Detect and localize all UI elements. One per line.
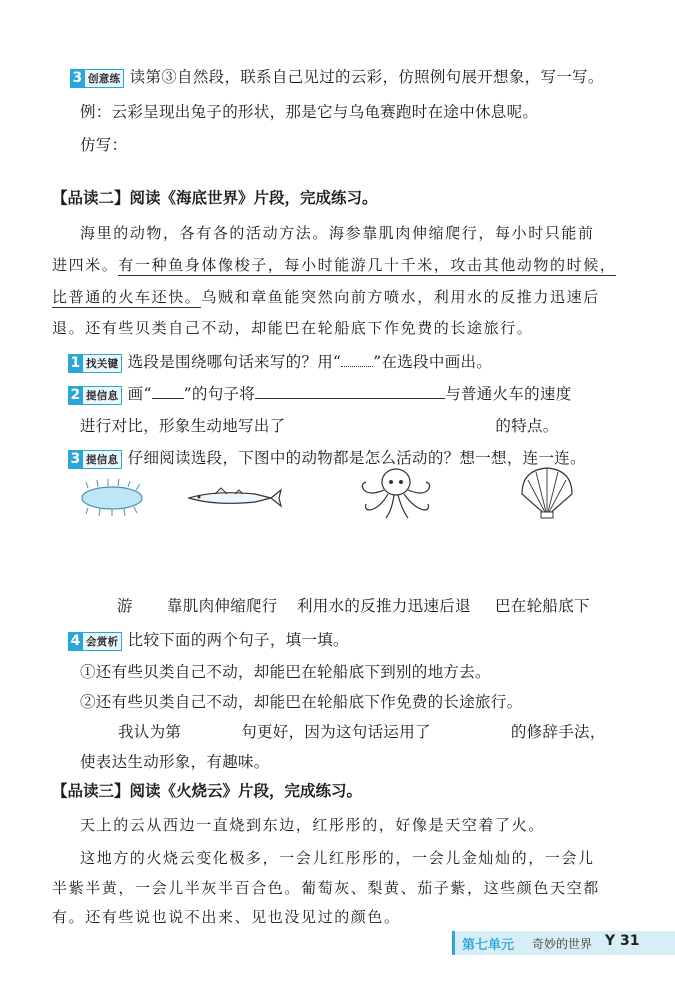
passage-line: 天上的云从西边一直烧到东边，红彤彤的，好像是天空着了火。	[80, 816, 545, 834]
passage-line: 进四米。有一种鱼身体像梭子，每小时能游几十千米，攻击其他动物的时候，	[52, 256, 617, 274]
footer-accent	[452, 931, 455, 955]
shell-icon	[516, 464, 578, 520]
passage-line: 有。还有些说也说不出来、见也没见过的颜色。	[52, 908, 401, 926]
question-3-top	[70, 65, 604, 88]
wavy-line-icon	[341, 366, 373, 367]
passage-line: 比普通的火车还快。乌贼和章鱼能突然向前方喷水，利用水的反推力迅速后	[52, 288, 600, 306]
octopus-icon	[358, 462, 434, 522]
question-badge: 1 找关键	[68, 354, 122, 373]
sentence-1: ①还有些贝类自己不动，却能巴在轮船底下到别的地方去。	[80, 663, 491, 681]
question-4: 4 会赏析 比较下面的两个句子，填一填。	[68, 628, 349, 651]
section-title-2: 【品读二】阅读《海底世界》片段，完成练习。	[52, 189, 378, 207]
option-jet: 利用水的反推力迅速后退	[297, 597, 471, 615]
imitate-label: 仿写：	[80, 136, 128, 154]
straight-line-icon	[152, 398, 184, 399]
answer-line: 我认为第 句更好，因为这句话运用了 的修辞手法，	[118, 723, 606, 741]
option-swim: 游	[117, 597, 133, 615]
answer-line-2: 使表达生动形象，有趣味。	[80, 753, 270, 771]
passage-line: 退。还有些贝类自己不动，却能巴在轮船底下作免费的长途旅行。	[52, 319, 534, 337]
question-3: 3 提信息 仔细阅读选段，下图中的动物都是怎么活动的？想一想，连一连。	[68, 446, 586, 469]
question-2: 2 提信息 画“ ”的句子将 与普通火车的速度	[68, 382, 572, 405]
option-crawl: 靠肌肉伸缩爬行	[167, 597, 278, 615]
section-title-3: 【品读三】阅读《火烧云》片段，完成练习。	[52, 782, 363, 800]
passage-line: 半紫半黄，一会儿半灰半百合色。葡萄灰、梨黄、茄子紫，这些颜色天空都	[52, 879, 600, 897]
question-badge: 2 提信息	[68, 386, 122, 405]
sentence-2: ②还有些贝类自己不动，却能巴在轮船底下作免费的长途旅行。	[80, 693, 523, 711]
question-badge: 3 创意练	[70, 69, 124, 88]
footer-unit: 第七单元	[462, 938, 515, 953]
footer-title: 奇妙的世界	[532, 937, 593, 951]
answer-blank[interactable]	[255, 398, 445, 399]
sea-cucumber-icon	[78, 478, 146, 518]
underlined-sentence: 比普通的火车还快。	[52, 288, 202, 306]
underlined-sentence: 有一种鱼身体像梭子，每小时能游几十千米，攻击其他动物的时候，	[118, 256, 617, 274]
question-prompt: 读第③自然段，联系自己见过的云彩，仿照例句展开想象，写一写。	[129, 68, 604, 86]
question-badge: 4 会赏析	[68, 632, 122, 651]
fish-icon	[185, 484, 285, 512]
question-2-line2: 进行对比，形象生动地写出了 的特点。	[80, 417, 559, 435]
question-badge: 3 提信息	[68, 450, 122, 469]
example-sentence: 例：云彩呈现出兔子的形状，那是它与乌龟赛跑时在途中休息呢。	[80, 103, 539, 121]
passage-line: 海里的动物，各有各的活动方法。海参靠肌肉伸缩爬行，每小时只能前	[80, 224, 595, 242]
page-number: Y 31	[605, 933, 640, 949]
option-attach: 巴在轮船底下	[495, 597, 590, 615]
passage-line: 这地方的火烧云变化极多，一会儿红彤彤的，一会儿金灿灿的，一会儿	[80, 849, 595, 867]
question-1: 1 找关键 选段是围绕哪句话来写的？用“ ”在选段中画出。	[68, 350, 492, 373]
